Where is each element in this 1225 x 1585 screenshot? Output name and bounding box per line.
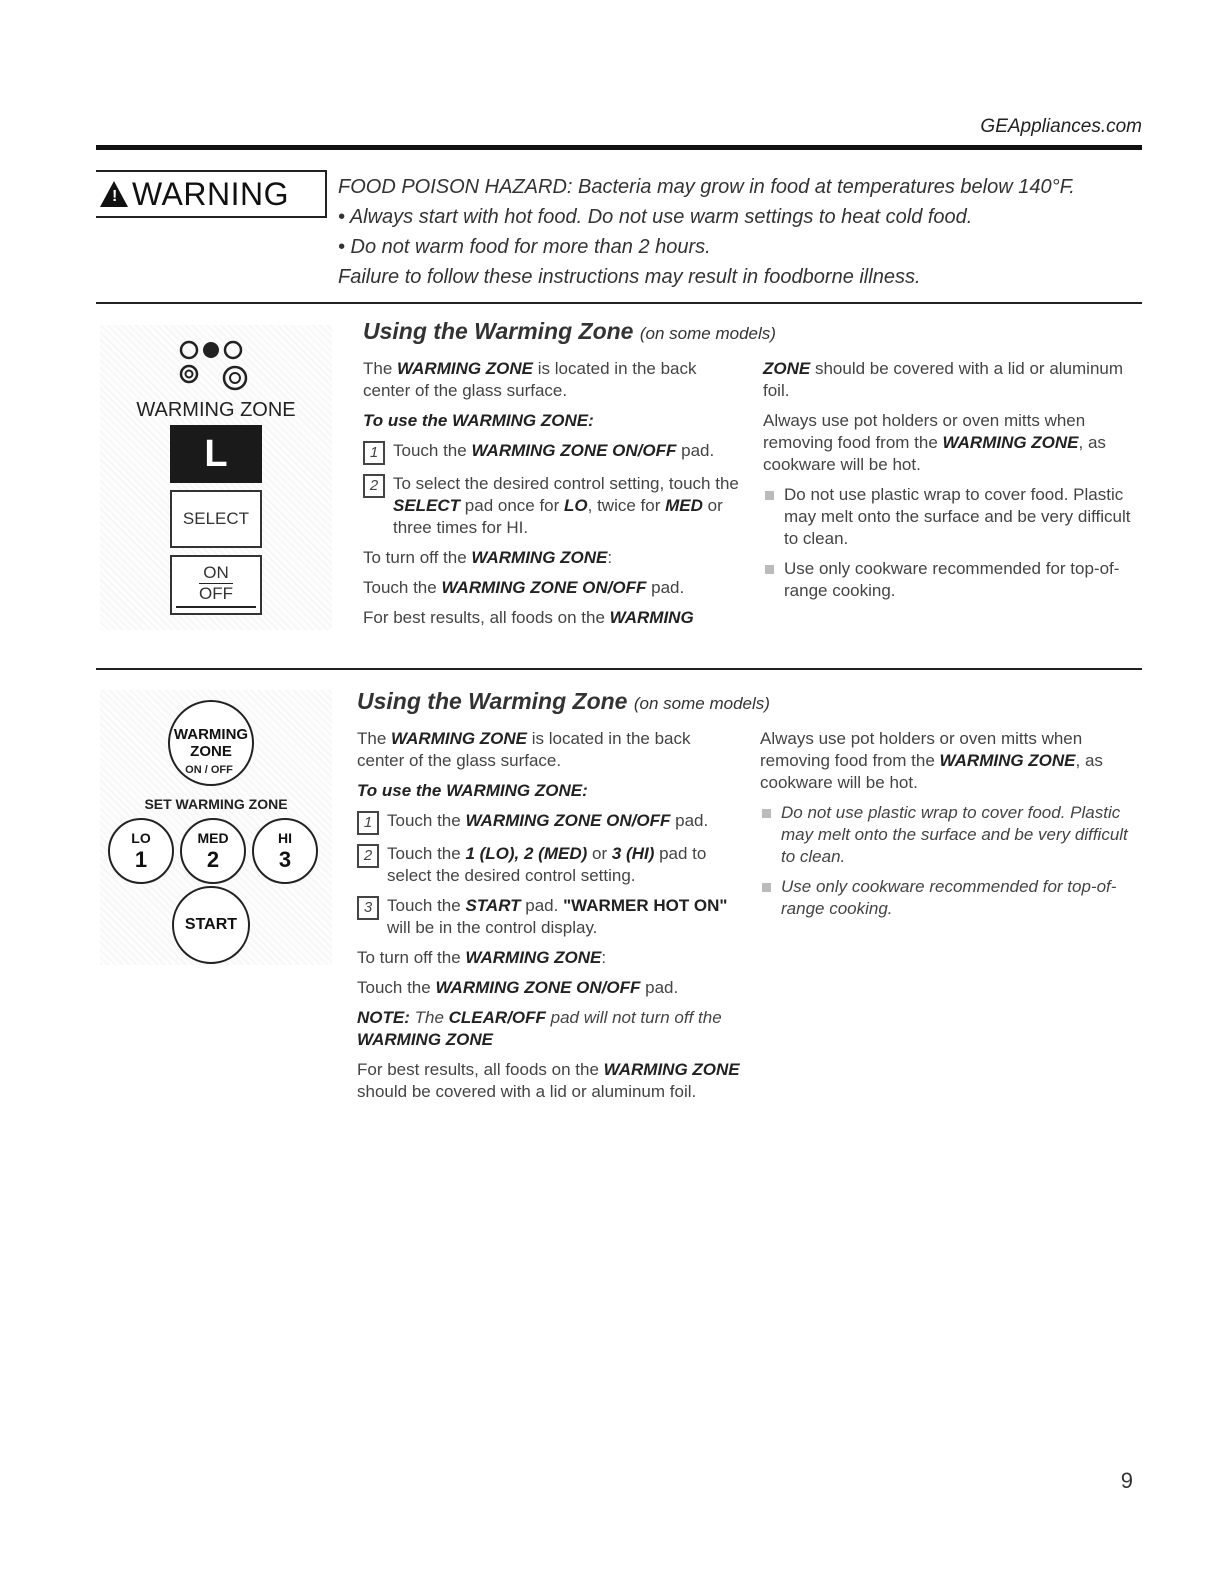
- turn-off-text: To turn off the WARMING ZONE:: [357, 948, 607, 967]
- bullet-item: Do not use plastic wrap to cover food. Plastic may melt onto the surface and be very difficult to clean.: [760, 802, 1143, 868]
- bullet-item: Do not use plastic wrap to cover food. Plastic may melt onto the surface and be very difficult to clean.: [763, 484, 1143, 550]
- on-off-pad[interactable]: [170, 555, 262, 615]
- intro-text: The WARMING ZONE is located in the back center of the glass surface.: [363, 359, 697, 400]
- step-number: 2: [363, 474, 385, 498]
- panel-label: WARMING ZONE: [136, 399, 296, 421]
- lo-pad[interactable]: LO 1: [108, 818, 174, 884]
- step-number: 1: [357, 811, 379, 835]
- touch-control-illustration: [100, 690, 332, 965]
- burner-location-icon: [178, 337, 258, 397]
- turn-off-instruction: Touch the WARMING ZONE ON/OFF pad.: [363, 578, 685, 597]
- warming-zone-pad[interactable]: WARMING ZONE: [168, 700, 254, 786]
- warning-line: Failure to follow these instructions may result in foodborne illness.: [338, 266, 921, 288]
- site-url: GEAppliances.com: [980, 116, 1142, 137]
- warning-line: • Do not warm food for more than 2 hours.: [338, 236, 711, 258]
- cover-text: ZONE should be covered with a lid or aluminum foil.: [763, 359, 1124, 400]
- select-pad-label: SELECT: [182, 509, 250, 528]
- best-results-text: For best results, all foods on the WARMING: [363, 608, 694, 627]
- bullet-item: Use only cookware recommended for top-of-range cooking.: [763, 558, 1143, 602]
- warning-label: WARNING: [132, 175, 289, 212]
- step-number: 1: [363, 441, 385, 465]
- med-pad[interactable]: MED 2: [180, 818, 246, 884]
- bullet-icon: [765, 565, 774, 574]
- intro-text: The WARMING ZONE is located in the back center of the glass surface.: [357, 729, 691, 770]
- step-1: 1 Touch the WARMING ZONE ON/OFF pad.: [363, 440, 748, 465]
- pot-holders-text: Always use pot holders or oven mitts when removing food from the WARMING ZONE, as cookware will be hot.: [763, 411, 1106, 474]
- warning-line: • Always start with hot food. Do not use warm settings to heat cold food.: [338, 206, 973, 228]
- bullet-icon: [762, 809, 771, 818]
- turn-off-instruction: Touch the WARMING ZONE ON/OFF pad.: [357, 978, 679, 997]
- step-3: 3 Touch the START pad. "WARMER HOT ON" will be in the control display.: [357, 895, 742, 939]
- section2-right-column: [760, 728, 1143, 928]
- warning-box: [96, 170, 327, 218]
- step-2: 2 To select the desired control setting, touch the SELECT pad once for LO, twice for MED or three times for HI.: [363, 473, 748, 539]
- set-warming-label: SET WARMING ZONE: [144, 796, 288, 812]
- step-number: 3: [357, 896, 379, 920]
- warning-text: [338, 172, 1075, 292]
- section-title: Using the Warming Zone (on some models): [357, 688, 770, 714]
- howto-heading: To use the WARMING ZONE:: [363, 411, 594, 430]
- select-pad[interactable]: [170, 490, 262, 548]
- note-text: NOTE: The CLEAR/OFF pad will not turn off the WARMING ZONE: [357, 1008, 722, 1049]
- section-divider: [96, 668, 1142, 670]
- off-label: OFF: [199, 583, 233, 603]
- hi-pad[interactable]: HI 3: [252, 818, 318, 884]
- warning-triangle-icon: !: [100, 181, 128, 207]
- control-panel-illustration: [100, 325, 332, 630]
- start-pad[interactable]: START: [172, 886, 250, 964]
- section2-left-column: [357, 728, 742, 1111]
- warning-line: FOOD POISON HAZARD: Bacteria may grow in food at temperatures below 140°F.: [338, 176, 1075, 198]
- bullet-icon: [765, 491, 774, 500]
- header-rule: [96, 145, 1142, 150]
- section1-right-column: [763, 358, 1143, 610]
- best-results-text: For best results, all foods on the WARMING ZONE should be covered with a lid or aluminum foil.: [357, 1060, 740, 1101]
- page-number: 9: [1120, 1468, 1133, 1493]
- turn-off-text: To turn off the WARMING ZONE:: [363, 548, 613, 567]
- section-title: Using the Warming Zone (on some models): [363, 318, 776, 344]
- on-off-label: ON / OFF: [185, 764, 233, 776]
- section1-left-column: [363, 358, 748, 637]
- on-label: ON: [199, 563, 233, 584]
- bullet-icon: [762, 883, 771, 892]
- bullet-item: Use only cookware recommended for top-of-range cooking.: [760, 876, 1143, 920]
- step-number: 2: [357, 844, 379, 868]
- step-1: 1 Touch the WARMING ZONE ON/OFF pad.: [357, 810, 742, 835]
- display-window: L: [170, 425, 262, 483]
- howto-heading: To use the WARMING ZONE:: [357, 781, 588, 800]
- pot-holders-text: Always use pot holders or oven mitts when removing food from the WARMING ZONE, as cookware will be hot.: [760, 729, 1103, 792]
- step-2: 2 Touch the 1 (LO), 2 (MED) or 3 (HI) pad to select the desired control setting.: [357, 843, 742, 887]
- section-divider: [96, 302, 1142, 304]
